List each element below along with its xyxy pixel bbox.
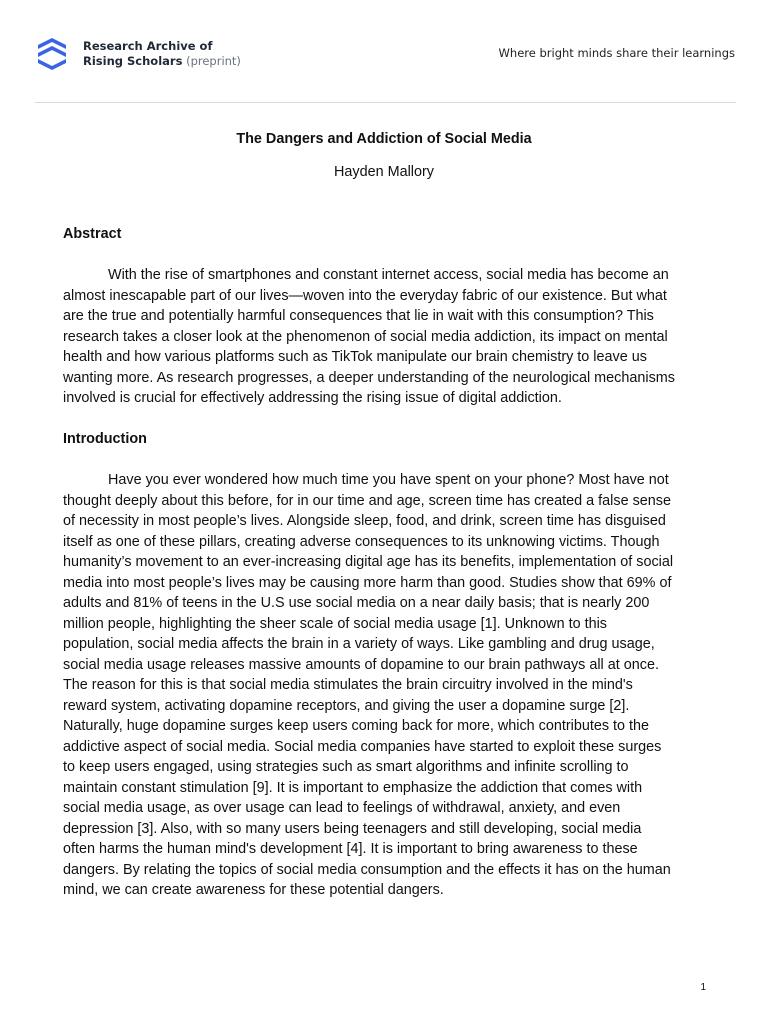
introduction-line: media into most people’s lives may be causing more harm than good. Studies show that 69% of [63, 574, 672, 591]
header-divider [35, 102, 736, 103]
brand-line-2: Rising Scholars [83, 54, 183, 68]
introduction-line: mind, we can create awareness for these potential dangers. [63, 882, 444, 898]
introduction-line: Naturally, huge dopamine surges keep users coming back for more, which contributes to the [63, 718, 650, 734]
abstract-line: wanting more. As research progresses, a deeper understanding of the neurological mechanisms [63, 369, 675, 386]
abstract-heading: Abstract [63, 226, 122, 242]
page-number: 1 [700, 982, 706, 993]
brand-line-1: Research Archive of [83, 39, 213, 53]
paper-author: Hayden Mallory [334, 164, 434, 180]
introduction-line: depression [3]. Also, with so many users being teenagers and still developing, social media [63, 820, 642, 837]
introduction-line: of necessity in most people’s lives. Alongside sleep, food, and drink, screen time has disguised [63, 513, 666, 529]
introduction-line: itself as one of these pillars, creating adverse consequences to its unknowing victims. Though [63, 533, 660, 550]
brand-suffix: (preprint) [186, 54, 241, 68]
introduction-line: humanity’s movement to an ever-increasing digital age has its benefits, implementation of social [63, 554, 674, 570]
brand-name[interactable] [83, 39, 241, 69]
site-header [0, 0, 768, 104]
stacked-chevrons-icon [34, 35, 70, 71]
abstract-line: almost inescapable part of our lives—woven into the everyday fabric of our existence. But what [63, 287, 667, 304]
paper-title: The Dangers and Addiction of Social Media [236, 131, 532, 147]
abstract-line: With the rise of smartphones and constant internet access, social media has become an [108, 267, 669, 283]
introduction-line: reward system, activating dopamine receptors, and giving the user a dopamine surge [2]. [63, 697, 630, 714]
introduction-line: addictive aspect of social media. Social media companies have started to exploit these surges [63, 738, 662, 755]
introduction-line: Have you ever wondered how much time you have spent on your phone? Most have not [108, 472, 669, 488]
introduction-body [63, 470, 707, 901]
introduction-line: often harms the human mind's development [4]. It is important to bring awareness to these [63, 841, 638, 857]
introduction-heading: Introduction [63, 431, 147, 447]
abstract-line: research takes a closer look at the phenomenon of social media addiction, its impact on mental [63, 328, 668, 345]
introduction-line: social media usage releases massive amounts of dopamine to our brain pathways all at once. [63, 656, 659, 673]
introduction-line: social media usage, as over usage can lead to feelings of withdrawal, anxiety, and even [63, 800, 621, 816]
abstract-line: health and how various platforms such as TikTok manipulate our brain chemistry to leave us [63, 349, 647, 365]
tagline: Where bright minds share their learnings [498, 46, 735, 60]
abstract-body [63, 265, 707, 409]
introduction-line: adults and 81% of teens in the U.S use social media on a near daily basis; that is nearly 200 [63, 595, 650, 611]
introduction-line: maintain constant stimulation [9]. It is important to emphasize the addiction that comes with [63, 779, 643, 796]
introduction-line: thought deeply about this before, for in our time and age, screen time has created a false sense [63, 492, 671, 509]
introduction-line: to keep users engaged, using strategies such as smart algorithms and infinite scrolling to [63, 759, 629, 775]
introduction-line: dangers. By relating the topics of social media consumption and the effects it has on the human [63, 861, 671, 878]
abstract-line: involved is crucial for effectively addressing the rising issue of digital addiction. [63, 390, 562, 406]
introduction-line: population, social media affects the brain in a variety of ways. Like gambling and drug usage, [63, 636, 655, 652]
abstract-line: are the true and potentially harmful consequences that lie in wait with this consumption? This [63, 308, 654, 324]
introduction-line: million people, highlighting the sheer scale of social media usage [1]. Unknown to this [63, 615, 607, 632]
introduction-line: The reason for this is that social media stimulates the brain circuitry involved in the mind's [63, 677, 633, 693]
